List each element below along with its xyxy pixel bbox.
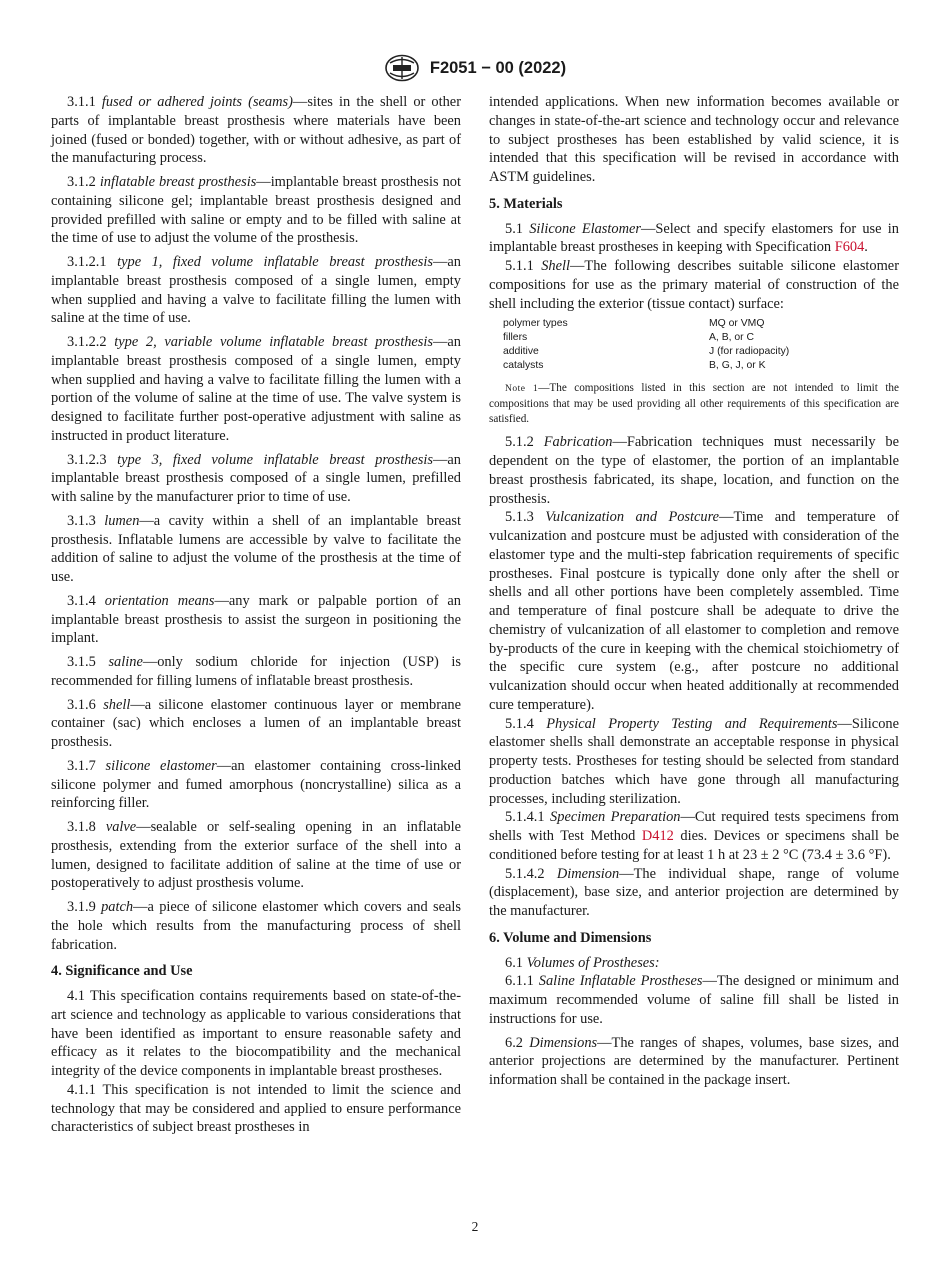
- astm-logo-icon: [384, 54, 420, 82]
- def-3-1-1: 3.1.1 fused or adhered joints (seams)—sites in the shell or other parts of implantable breast prosthesis where materials have been joined (fused or bonded) together, with or without adhesive, as part of the manufacturing process.: [51, 94, 461, 167]
- note-1: Note 1—The compositions listed in this section are not intended to limit the compositions that may be used providing all other requirements of this specification are satisfied.: [489, 382, 899, 426]
- page-number: 2: [471, 1219, 479, 1234]
- para-5-1-4-2: 5.1.4.2 Dimension—The individual shape, range of volume (displacement), base size, and anterior projection are determined by the manufacturer.: [489, 865, 899, 919]
- def-3-1-6: 3.1.6 shell—a silicone elastomer continuous layer or membrane container (sac) which encloses a lumen of an implantable breast prosthesis.: [51, 696, 461, 750]
- def-3-1-9: 3.1.9 patch—a piece of silicone elastomer which covers and seals the hole which results from the manufacturing process of shell fabrication.: [51, 899, 461, 953]
- para-4-1-1-continued: intended applications. When new information becomes available or changes in state-of-the-art science and technology occur and relevance to subject prostheses has been established by valid science, it is intended that this specification will be revised in accordance with ASTM guidelines.: [489, 94, 899, 185]
- def-3-1-4: 3.1.4 orientation means—any mark or palpable portion of an implantable breast prosthesis to assist the surgeon in positioning the implant.: [51, 592, 461, 647]
- para-5-1-1: 5.1.1 Shell—The following describes suitable silicone elastomer compositions for use as the primary material of construction of the shell including the exterior (tissue contact) surface:: [489, 258, 899, 312]
- def-3-1-3: 3.1.3 lumen—a cavity within a shell of an implantable breast prosthesis. Inflatable lumens are accessible by valve to facilitate the addition of saline to adjust the volume of the prosthesis at the time of use.: [51, 512, 461, 585]
- table-row: polymer types MQ or VMQ: [503, 318, 765, 330]
- def-3-1-2-1: 3.1.2.1 type 1, fixed volume inflatable breast prosthesis—an implantable breast prosthesis composed of a single lumen, empty when supplied and having a valve to facilitate filling the lumen with saline at the time of use.: [51, 254, 461, 327]
- composition-table: [503, 317, 789, 373]
- para-4-1: 4.1 This specification contains requirements based on state-of-the-art science and technology as applicable to various considerations that have been identified as important to ensure reasonable safety and efficacy as it relates to the biocompatibility and the mechanical integrity of the device components in implantable breast prostheses.: [51, 988, 461, 1079]
- table-row: catalysts B, G, J, or K: [503, 360, 766, 372]
- link-f604[interactable]: F604: [834, 239, 865, 256]
- para-4-1-1: 4.1.1 This specification is not intended to limit the science and technology that may be considered and applied to ensure performance characteristics of subject breast prostheses in: [51, 1081, 461, 1136]
- def-3-1-2: 3.1.2 inflatable breast prosthesis—implantable breast prosthesis not containing silicone gel; implantable breast prosthesis designed and provided prefilled with saline or empty and to be filled with saline at the time of use to adjust the volume of the prosthesis.: [51, 174, 461, 247]
- def-3-1-2-2: 3.1.2.2 type 2, variable volume inflatable breast prosthesis—an implantable breast prosthesis composed of a single lumen, empty when supplied and having a valve to facilitate filling the lumen with a portion of the volume of saline at the time of use. The valve system is designed to facilitate further post-operative adjustment with saline as instructed in product literature.: [51, 334, 461, 444]
- right-column: [489, 93, 899, 1095]
- link-d412[interactable]: D412: [641, 828, 674, 844]
- para-6-1: 6.1 Volumes of Prostheses:: [505, 954, 660, 971]
- def-3-1-2-3: 3.1.2.3 type 3, fixed volume inflatable breast prosthesis—an implantable breast prosthesis composed of a single lumen, prefilled with saline by the manufacturer prior to time of use.: [51, 451, 461, 505]
- table-row: fillers A, B, or C: [503, 332, 755, 344]
- para-5-1-4-1: 5.1.4.1 Specimen Preparation—Cut required tests specimens from shells with Test Method D412 dies. Devices or specimens shall be conditioned before testing for at least 1 h at 23 ± 2 °C (73.4 ± 3.6 °F).: [489, 809, 899, 863]
- def-3-1-5: 3.1.5 saline—only sodium chloride for injection (USP) is recommended for filling lumens of inflatable breast prosthesis.: [51, 654, 461, 689]
- para-5-1-3: 5.1.3 Vulcanization and Postcure—Time and temperature of vulcanization and postcure must be adjusted with consideration of the elastomer type and the multi-step fabrication requirements of specific prostheses. Final postcure is typically done only after the shell or shells and all other portions have been completely assembled. Time and temperature of final postcure shall be adequate to drive the chemistry of vulcanization of all elastomer to completion and remove by-products of the cure in keeping with the chemical stoichiometry of the specific cure system (e.g., after postcure no additional vulcanization should occur when heated additionally at recommended cure temperature).: [489, 509, 899, 713]
- page-header: [0, 54, 950, 84]
- para-5-1-4: 5.1.4 Physical Property Testing and Requirements—Silicone elastomer shells shall demonstrate an acceptable response in physical property tests. Prostheses for testing should be selected from standard production batches which have gone through all manufacturing processes, including sterilization.: [489, 715, 899, 807]
- document-designation: F2051 − 00 (2022): [429, 58, 567, 77]
- left-column: [51, 93, 461, 1142]
- para-5-1: 5.1 Silicone Elastomer—Select and specify elastomers for use in implantable breast prostheses in keeping with Specification F604.: [489, 220, 899, 256]
- def-3-1-7: 3.1.7 silicone elastomer—an elastomer containing cross-linked silicone polymer and fumed amorphous (noncrystalline) silica as a reinforcing filler.: [51, 757, 461, 812]
- section-6-heading: 6. Volume and Dimensions: [489, 929, 652, 946]
- para-6-2: 6.2 Dimensions—The ranges of shapes, volumes, base sizes, and anterior projections are determined by the manufacturer. Pertinent information shall be contained in the package insert.: [489, 1034, 899, 1088]
- def-3-1-8: 3.1.8 valve—sealable or self-sealing opening in an inflatable prosthesis, extending from the exterior surface of the shell into a lumen, designed to facilitate addition of saline at the time of use or postoperatively to adjust prosthesis volume.: [51, 819, 461, 892]
- table-row: additive J (for radiopacity): [503, 346, 790, 358]
- section-4-heading: 4. Significance and Use: [51, 963, 193, 980]
- para-6-1-1: 6.1.1 Saline Inflatable Prostheses—The designed or minimum and maximum recommended volume of saline fill shall be listed in instructions for use.: [489, 973, 899, 1027]
- section-5-heading: 5. Materials: [489, 195, 563, 212]
- para-5-1-2: 5.1.2 Fabrication—Fabrication techniques must necessarily be dependent on the type of elastomer, the portion of an implantable breast prosthesis fabricated, its shape, location, and function on the prosthesis.: [489, 434, 899, 507]
